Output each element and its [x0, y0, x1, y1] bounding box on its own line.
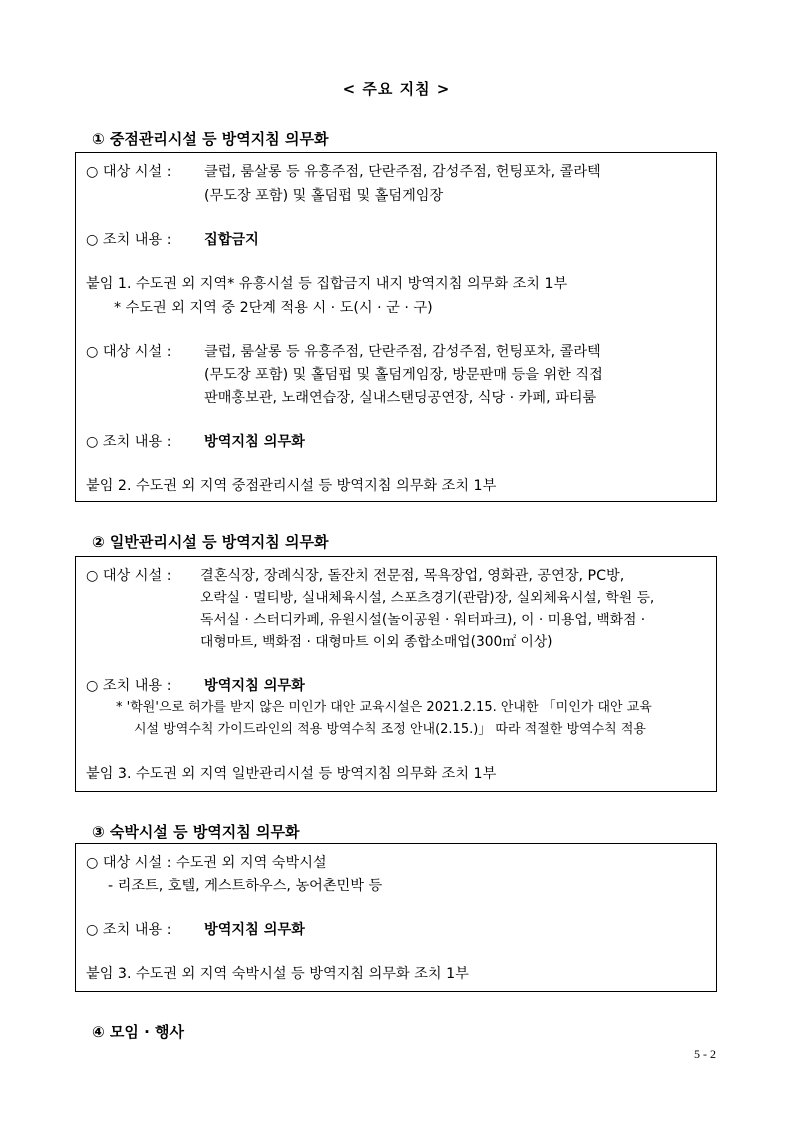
section-3-title: ③ 숙박시설 등 방역지침 의무화 — [92, 823, 300, 841]
section-1-box — [75, 152, 717, 502]
s2-target-label: ○ 대상 시설 : — [86, 568, 172, 584]
section-3-box — [75, 843, 717, 992]
s1-measure2-label: ○ 조치 내용 : — [86, 434, 172, 450]
s1-target-line-1: 클럽, 룸살롱 등 유흥주점, 단란주점, 감성주점, 헌팅포차, 콜라텍 — [204, 164, 601, 180]
s3-measure-value: 방역지침 의무화 — [204, 922, 305, 938]
s1-target2-line-3: 판매홍보관, 노래연습장, 실내스탠딩공연장, 식당 · 카페, 파티룸 — [204, 390, 597, 406]
s2-attach: 붙임 3. 수도권 외 지역 일반관리시설 등 방역지침 의무화 조치 1부 — [86, 766, 497, 782]
s1-attach-1: 붙임 1. 수도권 외 지역* 유흥시설 등 집합금지 내지 방역지침 의무화 조치 1부 — [86, 276, 568, 292]
s3-target-sub: - 리조트, 호텔, 게스트하우스, 농어촌민박 등 — [108, 878, 383, 894]
s1-measure2-value: 방역지침 의무화 — [204, 434, 305, 450]
s2-target-line-3: 독서실 · 스터디카페, 유원시설(놀이공원 · 워터파크), 이 · 미용업, 백화점 · — [200, 612, 646, 628]
s2-target-line-2: 오락실 · 멀티방, 실내체육시설, 스포츠경기(관람)장, 실외체육시설, 학원 등, — [200, 590, 655, 606]
s1-target2-label: ○ 대상 시설 : — [86, 344, 172, 360]
page-number: 5 - 2 — [694, 1047, 716, 1061]
section-4-title: ④ 모임 · 행사 — [92, 1023, 185, 1041]
s3-measure-label: ○ 조치 내용 : — [86, 922, 172, 938]
s2-note-line-2: 시설 방역수칙 가이드라인의 적용 방역수칙 조정 안내(2.15.)」 따라 적절한 방역수칙 적용 — [134, 722, 646, 737]
s3-attach: 붙임 3. 수도권 외 지역 숙박시설 등 방역지침 의무화 조치 1부 — [86, 966, 469, 982]
section-2-title: ② 일반관리시설 등 방역지침 의무화 — [92, 533, 329, 551]
s1-attach-1-note: * 수도권 외 지역 중 2단계 적용 시 · 도(시 · 군 · 구) — [114, 300, 433, 316]
s1-target2-line-2: (무도장 포함) 및 홀덤펍 및 홀덤게임장, 방문판매 등을 위한 직접 — [204, 367, 603, 383]
s1-target-label: ○ 대상 시설 : — [86, 164, 172, 180]
s3-target-line: ○ 대상 시설 : 수도권 외 지역 숙박시설 — [86, 855, 327, 871]
s2-target-line-1: 결혼식장, 장례식장, 돌잔치 전문점, 목욕장업, 영화관, 공연장, PC방, — [200, 568, 625, 584]
section-2-box — [75, 556, 717, 792]
s1-attach-2: 붙임 2. 수도권 외 지역 중점관리시설 등 방역지침 의무화 조치 1부 — [86, 478, 497, 494]
s2-target-line-4: 대형마트, 백화점 · 대형마트 이외 종합소매업(300㎡ 이상) — [200, 634, 553, 650]
s1-measure-label: ○ 조치 내용 : — [86, 232, 172, 248]
s2-measure-label: ○ 조치 내용 : — [86, 678, 172, 694]
s1-target-line-2: (무도장 포함) 및 홀덤펍 및 홀덤게임장 — [204, 188, 444, 204]
s1-target2-line-1: 클럽, 룸살롱 등 유흥주점, 단란주점, 감성주점, 헌팅포차, 콜라텍 — [204, 344, 601, 360]
page-title: < 주요 지침 > — [342, 80, 451, 98]
s2-measure-value: 방역지침 의무화 — [204, 678, 305, 694]
section-1-title: ① 중점관리시설 등 방역지침 의무화 — [92, 130, 329, 148]
s1-measure-value: 집합금지 — [204, 232, 259, 248]
s2-note-line-1: * '학원'으로 허가를 받지 않은 미인가 대안 교육시설은 2021.2.15. 안내한 「미인가 대안 교육 — [116, 700, 652, 715]
